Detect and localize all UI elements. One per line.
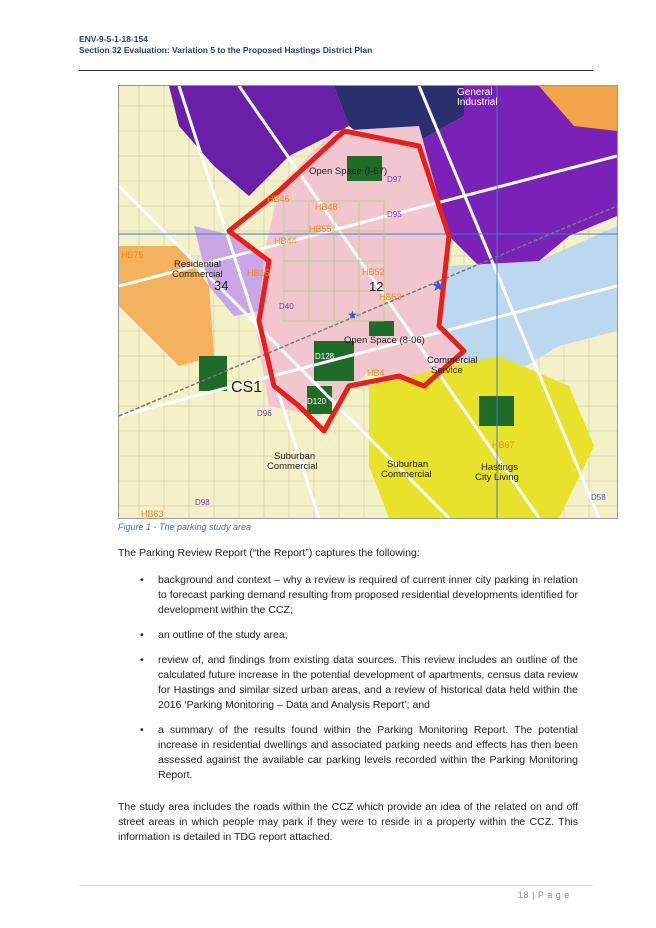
label-hb75: HB75 [121, 250, 144, 260]
label-hb67: HB67 [492, 440, 515, 450]
label-hb48: HB48 [315, 202, 338, 212]
star-marker-east: ★ [431, 278, 446, 295]
label-hb55: HB55 [309, 224, 332, 234]
label-d40: D40 [279, 302, 294, 311]
label-d58: D58 [591, 493, 606, 502]
open-space-806 [369, 321, 394, 336]
bullet-symbol: • [140, 724, 144, 736]
label-open-space-167: Open Space (I-67) [309, 166, 388, 177]
list-item-text: background and context – why a review is required of current inner city parking in relation to forecast parking demand resulting from proposed residential developments identified for development within the CCZ; [158, 574, 578, 616]
list-item [118, 653, 578, 713]
label-hb63: HB63 [141, 509, 164, 518]
list-item-text: review of, and findings from existing data sources. This review includes an outline of the calculated future increase in the potential development of apartments, census data review for Hastings and similar sized urban areas, and a review of historical data held within the 2016 ‘Parking Monitoring – Data and Analysis Report’; and [158, 654, 578, 711]
bullet-symbol: • [140, 629, 144, 641]
label-residential-commercial-2: Commercial [172, 269, 223, 280]
header-divider [79, 70, 593, 71]
open-space-west [199, 356, 227, 391]
map-graphic [119, 86, 617, 518]
list-item-text: a summary of the results found within the Parking Monitoring Report. The potential increase in residential dwellings and associated parking needs and effects has then been assessed against the available car parking levels recorded within the Parking Monitoring Report. [158, 724, 578, 781]
label-d95: D95 [387, 210, 402, 219]
label-hb4: HB4 [367, 368, 385, 378]
closing-paragraph: The study area includes the roads within the CCZ which provide an idea of the related on and off street areas in which people may park if they were to reside in a property within the CCZ. This information is detailed in TDG report attached. [118, 801, 578, 843]
document-reference: ENV-9-5-1-18-154 [79, 34, 148, 44]
label-hb15: HB15 [247, 268, 270, 278]
label-d120: D120 [307, 397, 327, 406]
label-hastings-city-living-2: City Living [475, 472, 519, 483]
list-item-text: an outline of the study area; [158, 629, 288, 641]
report-contents-list [118, 573, 578, 793]
label-d128: D128 [315, 352, 335, 361]
label-suburban-commercial-right-1: Suburban [387, 459, 429, 470]
label-commercial-service-1: Commercial [427, 355, 478, 366]
page-number: 18 | P a g e [518, 890, 570, 900]
list-item [118, 628, 578, 643]
label-zone-34: 34 [214, 278, 229, 293]
label-suburban-commercial-right-2: Commercial [381, 469, 432, 480]
label-open-space-806: Open Space (8-06) [344, 335, 425, 346]
label-residential-commercial-1: Residential [174, 259, 221, 270]
intro-paragraph: The Parking Review Report (“the Report”) captures the following: [118, 547, 420, 559]
label-suburban-commercial-left-1: Suburban [274, 451, 316, 462]
page-header [79, 34, 599, 56]
figure-caption: Figure 1 - The parking study area [118, 522, 252, 532]
list-item [118, 723, 578, 783]
bullet-symbol: • [140, 654, 144, 666]
label-suburban-commercial-left-2: Commercial [267, 461, 318, 472]
label-general-industrial-1: General [457, 87, 493, 98]
label-zone-12: 12 [369, 279, 384, 294]
footer-divider [79, 885, 593, 886]
label-hastings-city-living-1: Hastings [481, 462, 518, 473]
label-hb46: HB46 [267, 194, 290, 204]
label-general-industrial-2: Industrial [457, 97, 498, 108]
label-commercial-service-2: Service [431, 365, 463, 376]
parking-study-area-map [118, 85, 618, 519]
label-cs1: CS1 [231, 379, 263, 396]
list-item [118, 573, 578, 618]
label-hb44: HB44 [274, 236, 297, 246]
label-d97: D97 [387, 175, 402, 184]
bullet-symbol: • [140, 574, 144, 586]
document-subtitle: Section 32 Evaluation: Variation 5 to the Proposed Hastings District Plan [79, 45, 373, 55]
label-hb53: HB53 [379, 292, 402, 302]
label-d98: D98 [195, 498, 210, 507]
label-hb52: HB52 [362, 267, 385, 277]
star-marker-centre: ★ [347, 308, 358, 322]
label-d96: D96 [257, 409, 272, 418]
